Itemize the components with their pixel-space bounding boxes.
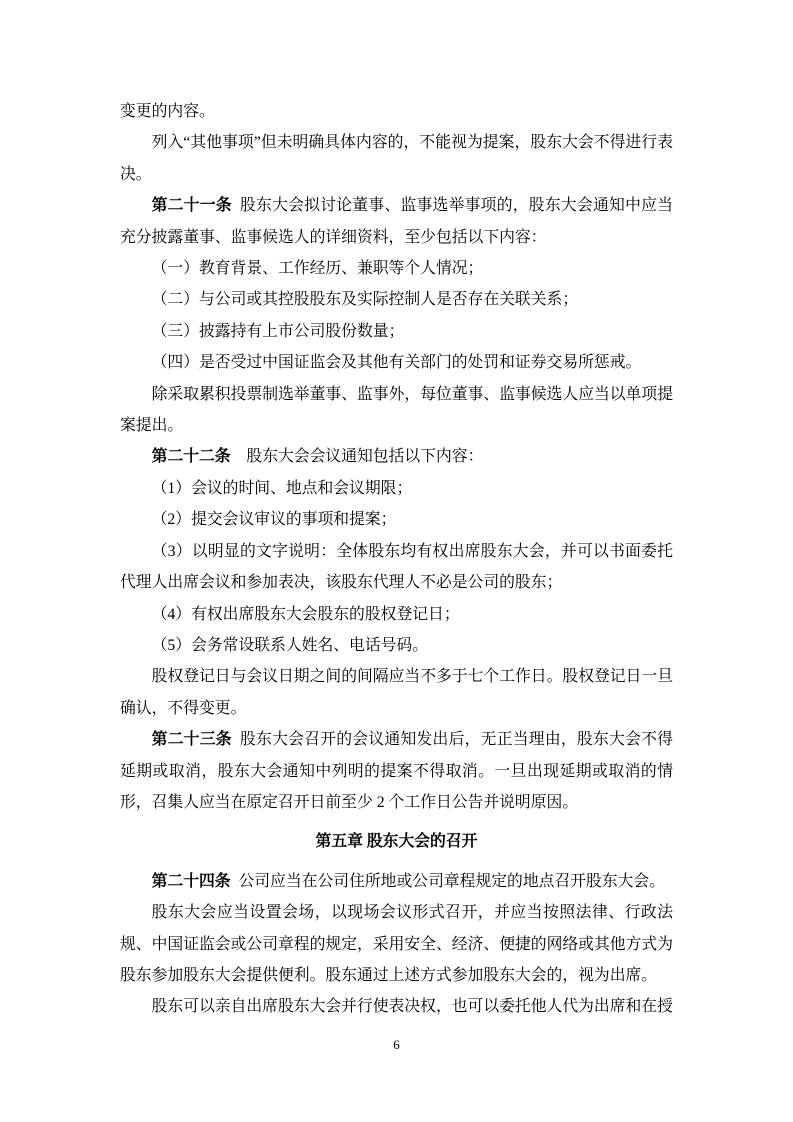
paragraph-text: （三）披露持有上市公司股份数量； (151, 322, 405, 340)
paragraph-text: 列入“其他事项”但未明确具体内容的，不能视为提案，股东大会不得进行表决。 (120, 134, 673, 183)
paragraph-text: （3）以明显的文字说明：全体股东均有权出席股东大会，并可以书面委托代理人出席会议和参加表决，该股东代理人不必是公司的股东； (120, 542, 673, 592)
paragraph-meeting-venue (120, 897, 673, 991)
document-body (120, 96, 673, 1023)
paragraph-cumulative-voting (120, 379, 673, 442)
paragraph-other-items (120, 127, 673, 190)
article-number: 第二十二条 (151, 448, 231, 466)
article-22-item-2 (120, 504, 673, 535)
paragraph-record-date (120, 661, 673, 724)
paragraph-text: 股东大会召开的会议通知发出后，无正当理由，股东大会不得延期或取消，股东大会通知中列明的提案不得取消。一旦出现延期或取消的情形，召集人应当在原定召开日前至少 2 个工作日公告并说明原因。 (120, 731, 673, 811)
article-22-item-3 (120, 536, 673, 599)
paragraph-text: （2）提交会议审议的事项和提案； (151, 511, 397, 529)
article-24 (120, 866, 673, 897)
article-number: 第二十一条 (151, 197, 232, 215)
paragraph-text: （4）有权出席股东大会股东的股权登记日； (151, 605, 460, 623)
chapter-heading (120, 826, 673, 857)
article-number: 第二十四条 (151, 872, 231, 890)
article-21-item-2 (120, 284, 673, 315)
article-23 (120, 724, 673, 818)
article-21-item-4 (120, 347, 673, 378)
paragraph-text: 公司应当在公司住所地或公司章程规定的地点召开股东大会。 (238, 872, 666, 890)
article-22-item-1 (120, 473, 673, 504)
article-22 (120, 441, 673, 472)
paragraph-continuation (120, 96, 673, 127)
article-21-item-3 (120, 316, 673, 347)
page-number: 6 (393, 1037, 400, 1052)
paragraph-text: （一）教育背景、工作经历、兼职等个人情况； (151, 260, 484, 278)
paragraph-proxy-attendance (120, 991, 673, 1022)
article-number: 第二十三条 (151, 731, 232, 749)
paragraph-text: 股东大会拟讨论董事、监事选举事项的，股东大会通知中应当充分披露董事、监事候选人的详细资料，至少包括以下内容： (120, 197, 673, 246)
paragraph-text: 变更的内容。 (120, 103, 215, 120)
article-21 (120, 190, 673, 253)
paragraph-text: 股权登记日与会议日期之间的间隔应当不多于七个工作日。股权登记日一旦确认，不得变更。 (120, 668, 673, 717)
article-22-item-4 (120, 599, 673, 630)
article-22-item-5 (120, 630, 673, 661)
paragraph-text: 股东大会会议通知包括以下内容： (246, 448, 484, 466)
paragraph-text: 股东可以亲自出席股东大会并行使表决权，也可以委托他人代为出席和在授 (151, 998, 673, 1016)
paragraph-text: （四）是否受过中国证监会及其他有关部门的处罚和证券交易所惩戒。 (151, 354, 642, 372)
paragraph-text: （5）会务常设联系人姓名、电话号码。 (151, 636, 429, 654)
paragraph-text: （二）与公司或其控股股东及实际控制人是否存在关联关系； (151, 291, 579, 309)
article-21-item-1 (120, 253, 673, 284)
paragraph-text: （1）会议的时间、地点和会议期限； (151, 479, 413, 497)
paragraph-text: 除采取累积投票制选举董事、监事外，每位董事、监事候选人应当以单项提案提出。 (120, 385, 673, 435)
paragraph-text: 股东大会应当设置会场，以现场会议形式召开，并应当按照法律、行政法规、中国证监会或公司章程的规定，采用安全、经济、便捷的网络或其他方式为股东参加股东大会提供便利。股东通过上述方式参加股东大会的，视为出席。 (120, 904, 673, 984)
paragraph-text: 第五章 股东大会的召开 (315, 833, 478, 851)
